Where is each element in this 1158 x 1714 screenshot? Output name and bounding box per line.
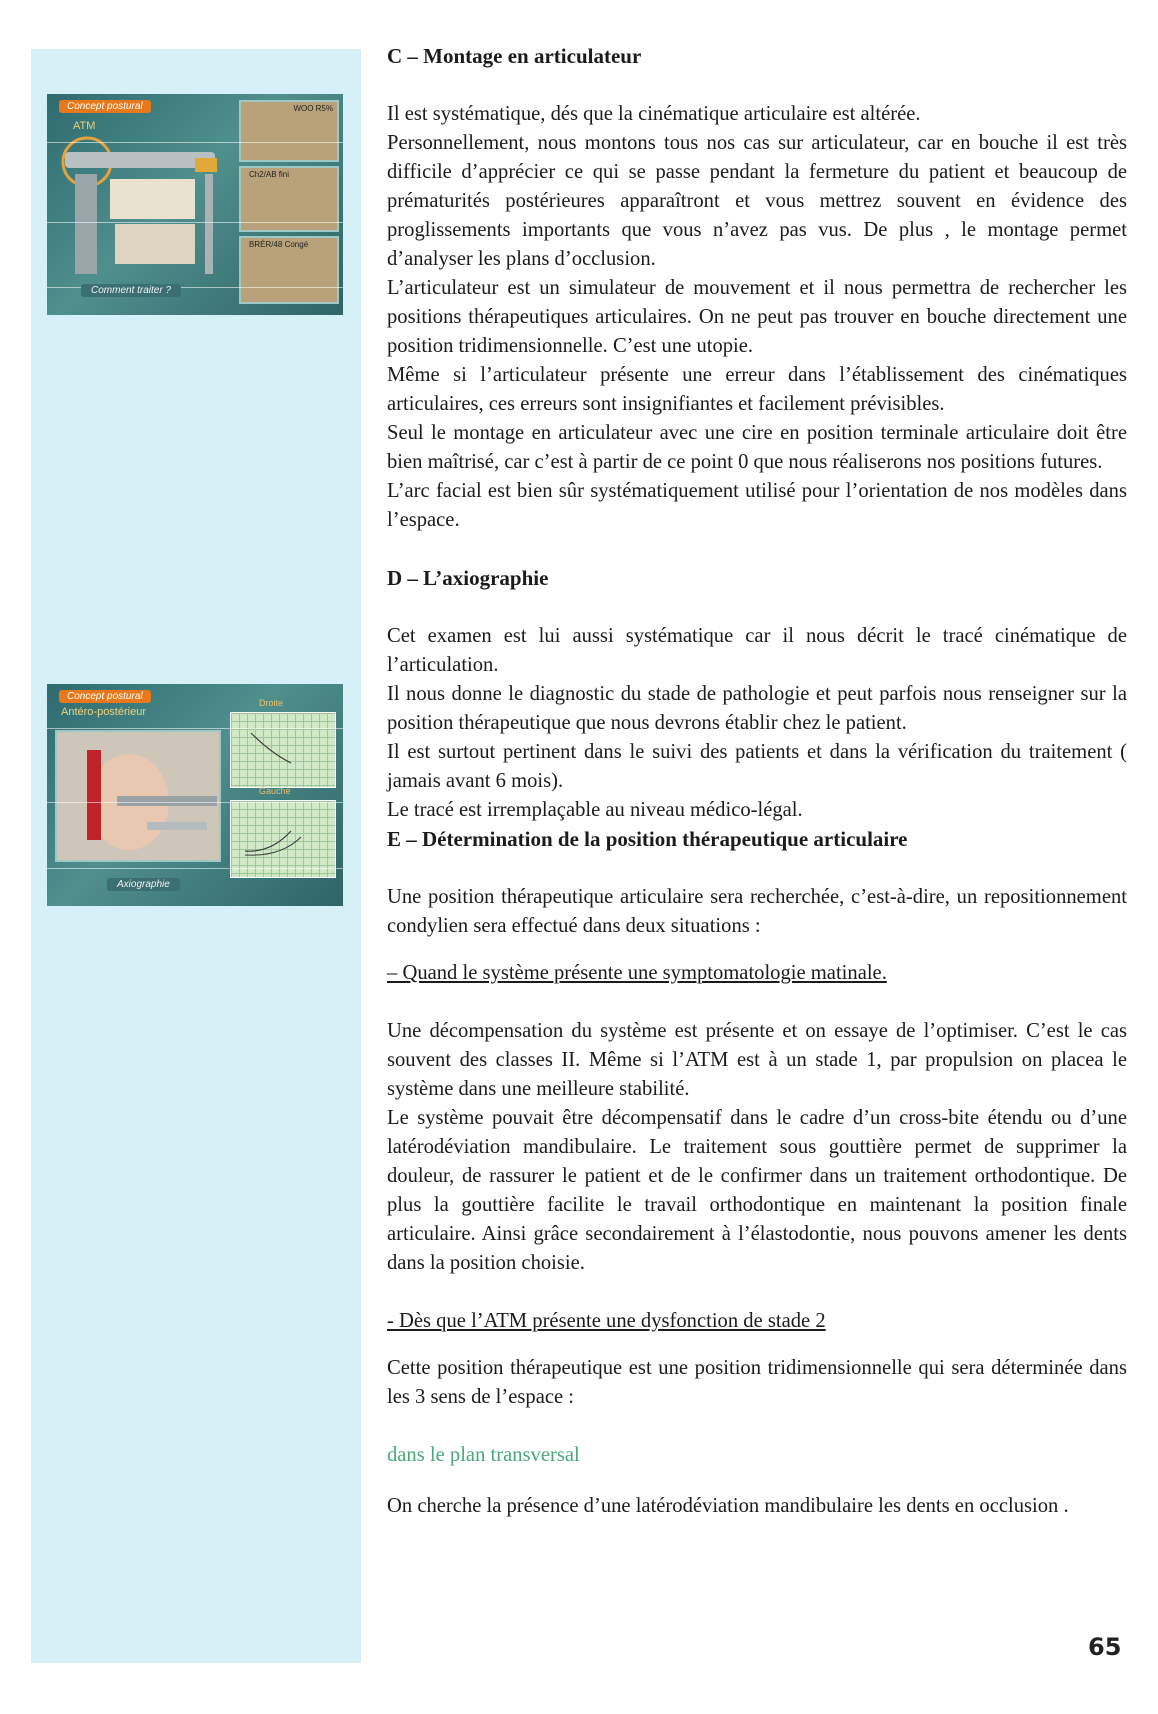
graph-label-top: Droite <box>259 698 284 708</box>
paragraph: Personnellement, nous montons tous nos cas sur articulateur, car en bouche il est très difficile d’apprécier ce qui se passe pendant la fermeture du patient et beaucoup de prématurités postérieures apparaîtront et vous mettrez souvent en évidence des proglissements importants que vous n’avez pas vus. De plus , le montage permet d’analyser les plans d’occlusion. <box>387 132 1127 270</box>
paragraph: Seul le montage en articulateur avec une cire en position terminale articulaire doit être bien maîtrisé, car c’est à partir de ce point 0 que nous réaliserons nos positions futures. <box>387 422 1127 473</box>
figure-tag: Concept postural <box>59 690 151 703</box>
paragraph: On cherche la présence d’une latérodéviation mandibulaire les dents en occlusion . <box>387 1495 1069 1517</box>
axiograph-device-image <box>57 732 219 860</box>
paragraph: Cet examen est lui aussi systématique car il nous décrit le tracé cinématique de l’articulation. <box>387 625 1127 676</box>
figure-subtitle: ATM <box>73 120 96 132</box>
axiography-figure <box>47 684 343 906</box>
section-e-heading: E – Détermination de la position thérapeutique articulaire <box>387 827 908 851</box>
dental-cast-photo <box>239 236 339 304</box>
figure-subtitle: Antéro-postérieur <box>61 706 146 718</box>
main-text-column <box>387 42 1127 1521</box>
section-d-heading: D – L’axiographie <box>387 566 549 590</box>
graph-label-bottom: Gauche <box>259 786 291 796</box>
subheading-green: dans le plan transversal <box>387 1444 580 1466</box>
photo-label: BRÉR/48 Congé <box>249 240 309 249</box>
axiography-graph-top <box>230 712 336 788</box>
paragraph: L’articulateur est un simulateur de mouvement et il nous permettra de rechercher les positions thérapeutiques articulaires. On ne peut pas trouver en bouche directement une position tridimensionnelle. C’est une utopie. <box>387 277 1127 357</box>
paragraph: Il est surtout pertinent dans le suivi des patients et dans la vérification du traitement ( jamais avant 6 mois). <box>387 741 1127 792</box>
figure-caption: Axiographie <box>107 878 180 891</box>
case-title: - Dès que l’ATM présente une dysfonction de stade 2 <box>387 1310 826 1332</box>
paragraph: Il nous donne le diagnostic du stade de pathologie et peut parfois nous renseigner sur la position thérapeutique que nous devrons établir chez le patient. <box>387 683 1127 734</box>
photo-label: Ch2/AB fini <box>249 170 290 179</box>
patient-photo <box>55 730 221 862</box>
paragraph: L’arc facial est bien sûr systématiquement utilisé pour l’orientation de nos modèles dans l’espace. <box>387 480 1127 531</box>
paragraph: Cette position thérapeutique est une position tridimensionnelle qui sera déterminée dans les 3 sens de l’espace : <box>387 1357 1127 1408</box>
section-c-heading: C – Montage en articulateur <box>387 44 642 68</box>
paragraph: Même si l’articulateur présente une erreur dans l’établissement des cinématiques articulaires, ces erreurs sont insignifiantes et facilement prévisibles. <box>387 364 1127 415</box>
paragraph: Une décompensation du système est présente et on essaye de l’optimiser. C’est le cas souvent des classes II. Même si l’ATM est à un stade 1, par propulsion on placea le système dans une meilleure stabilité. <box>387 1020 1127 1100</box>
articulator-image <box>55 134 235 284</box>
case-title: – Quand le système présente une symptomatologie matinale. <box>387 962 887 984</box>
paragraph: Il est systématique, dés que la cinématique articulaire est altérée. <box>387 103 921 125</box>
paragraph: Une position thérapeutique articulaire sera recherchée, c’est-à-dire, un repositionnement condylien sera effectué dans deux situations : <box>387 886 1127 937</box>
axiography-graph-bottom <box>230 800 336 878</box>
paragraph: Le tracé est irremplaçable au niveau médico-légal. <box>387 799 803 821</box>
dental-cast-photo <box>239 100 339 162</box>
figure-caption: Comment traiter ? <box>81 284 181 297</box>
page-number: 65 <box>1088 1633 1122 1661</box>
paragraph: Le système pouvait être décompensatif dans le cadre d’un cross-bite étendu ou d’une latérodéviation mandibulaire. Le traitement sous gouttière permet de supprimer la douleur, de rassurer le patient et de le confirmer dans un traitement orthodontique. De plus la gouttière facilite le travail orthodontique en maintenant la position finale articulaire. Ainsi grâce secondairement à l’élastodontie, nous pouvons amener les dents dans la position choisie. <box>387 1107 1127 1274</box>
figure-tag: Concept postural <box>59 100 151 113</box>
photo-label: WOO R5% <box>293 104 333 113</box>
articulator-figure <box>47 94 343 315</box>
